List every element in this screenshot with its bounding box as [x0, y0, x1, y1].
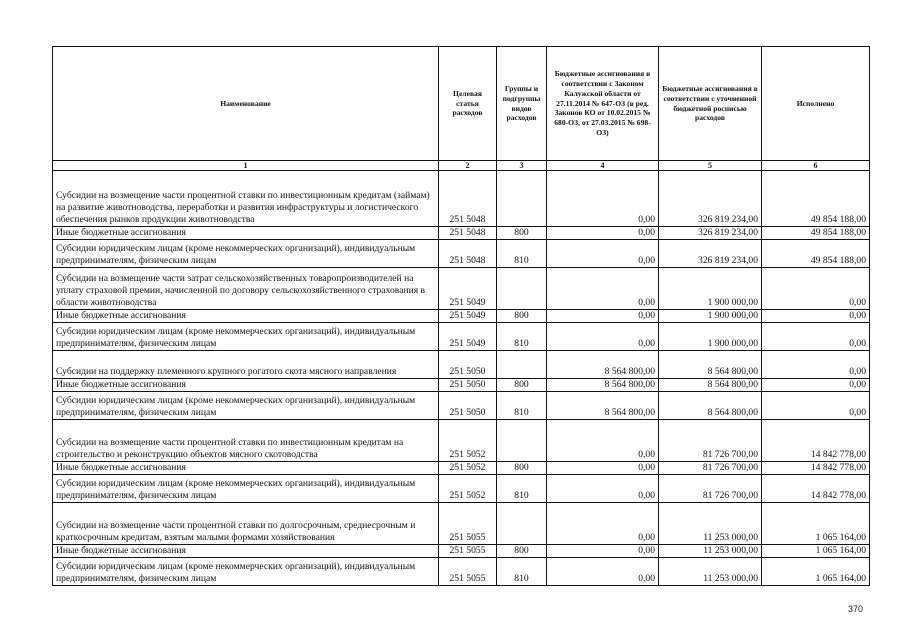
row-target-code: 251 5049	[439, 323, 497, 351]
row-plan-amount: 81 726 700,00	[659, 420, 762, 462]
budget-table	[52, 46, 870, 586]
header-expense-group: Группы и подгруппы видов расходов	[497, 47, 547, 161]
row-target-code: 251 5055	[439, 503, 497, 545]
row-target-code: 251 5052	[439, 475, 497, 503]
row-name: Субсидии на возмещение части процентной ставки по долгосрочным, среднесрочным и краткосрочным кредитам, взятым малыми формами хозяйствования	[53, 503, 439, 545]
row-target-code: 251 5052	[439, 462, 497, 475]
row-name: Иные бюджетные ассигнования	[53, 462, 439, 475]
row-group	[497, 171, 547, 227]
row-executed-amount: 49 854 188,00	[762, 227, 870, 240]
row-name: Иные бюджетные ассигнования	[53, 227, 439, 240]
row-law-amount: 0,00	[547, 240, 659, 268]
row-name: Субсидии юридическим лицам (кроме некоммерческих организаций), индивидуальным предпринимателям, физическим лицам	[53, 392, 439, 420]
row-name: Субсидии юридическим лицам (кроме некоммерческих организаций), индивидуальным предпринимателям, физическим лицам	[53, 558, 439, 586]
row-group: 800	[497, 310, 547, 323]
row-law-amount: 0,00	[547, 545, 659, 558]
col-number: 6	[762, 161, 870, 171]
row-executed-amount: 14 842 778,00	[762, 420, 870, 462]
header-budget-schedule: Бюджетные ассигнования в соответствии с уточненной бюджетной росписью расходов	[659, 47, 762, 161]
col-number: 4	[547, 161, 659, 171]
table-row	[53, 475, 870, 503]
table-row	[53, 351, 870, 379]
row-executed-amount: 1 065 164,00	[762, 558, 870, 586]
row-target-code: 251 5052	[439, 420, 497, 462]
row-group: 810	[497, 240, 547, 268]
col-number: 3	[497, 161, 547, 171]
row-group: 810	[497, 323, 547, 351]
col-number: 5	[659, 161, 762, 171]
table-row	[53, 310, 870, 323]
table-row	[53, 227, 870, 240]
row-law-amount: 0,00	[547, 462, 659, 475]
row-group: 800	[497, 545, 547, 558]
row-target-code: 251 5049	[439, 310, 497, 323]
table-row	[53, 558, 870, 586]
row-name: Субсидии на возмещение части затрат сельскохозяйственных товаропроизводителей на уплату страховой премии, начисленной по договору сельскохозяйственного страхования в области животноводства	[53, 268, 439, 310]
row-target-code: 251 5048	[439, 240, 497, 268]
row-law-amount: 0,00	[547, 503, 659, 545]
table-row	[53, 240, 870, 268]
row-executed-amount: 0,00	[762, 310, 870, 323]
row-executed-amount: 0,00	[762, 392, 870, 420]
row-law-amount: 0,00	[547, 558, 659, 586]
row-executed-amount: 14 842 778,00	[762, 462, 870, 475]
table-row	[53, 323, 870, 351]
row-law-amount: 8 564 800,00	[547, 392, 659, 420]
table-row	[53, 462, 870, 475]
row-name: Иные бюджетные ассигнования	[53, 310, 439, 323]
row-group	[497, 503, 547, 545]
row-name: Субсидии юридическим лицам (кроме некоммерческих организаций), индивидуальным предпринимателям, физическим лицам	[53, 240, 439, 268]
row-law-amount: 0,00	[547, 475, 659, 503]
row-law-amount: 8 564 800,00	[547, 351, 659, 379]
row-plan-amount: 81 726 700,00	[659, 462, 762, 475]
row-law-amount: 0,00	[547, 323, 659, 351]
table-row	[53, 379, 870, 392]
row-executed-amount: 1 065 164,00	[762, 503, 870, 545]
row-law-amount: 0,00	[547, 171, 659, 227]
row-plan-amount: 81 726 700,00	[659, 475, 762, 503]
row-executed-amount: 0,00	[762, 379, 870, 392]
row-law-amount: 0,00	[547, 268, 659, 310]
row-group	[497, 268, 547, 310]
row-plan-amount: 326 819 234,00	[659, 240, 762, 268]
col-number: 1	[53, 161, 439, 171]
row-name: Иные бюджетные ассигнования	[53, 545, 439, 558]
page-number: 370	[848, 604, 864, 614]
header-executed: Исполнено	[762, 47, 870, 161]
row-target-code: 251 5048	[439, 171, 497, 227]
row-plan-amount: 11 253 000,00	[659, 558, 762, 586]
row-executed-amount: 1 065 164,00	[762, 545, 870, 558]
row-law-amount: 0,00	[547, 310, 659, 323]
row-name: Иные бюджетные ассигнования	[53, 379, 439, 392]
row-executed-amount: 14 842 778,00	[762, 475, 870, 503]
row-name: Субсидии на поддержку племенного крупного рогатого скота мясного направления	[53, 351, 439, 379]
row-plan-amount: 8 564 800,00	[659, 392, 762, 420]
row-plan-amount: 1 900 000,00	[659, 310, 762, 323]
row-plan-amount: 11 253 000,00	[659, 503, 762, 545]
row-plan-amount: 11 253 000,00	[659, 545, 762, 558]
row-plan-amount: 8 564 800,00	[659, 351, 762, 379]
row-group	[497, 420, 547, 462]
row-plan-amount: 1 900 000,00	[659, 268, 762, 310]
row-executed-amount: 49 854 188,00	[762, 171, 870, 227]
table-row	[53, 171, 870, 227]
row-law-amount: 0,00	[547, 227, 659, 240]
row-target-code: 251 5050	[439, 351, 497, 379]
row-target-code: 251 5055	[439, 545, 497, 558]
row-name: Субсидии на возмещение части процентной ставки по инвестиционным кредитам на строительство и реконструкцию объектов мясного скотоводства	[53, 420, 439, 462]
row-group: 810	[497, 392, 547, 420]
row-executed-amount: 0,00	[762, 268, 870, 310]
table-row	[53, 545, 870, 558]
row-plan-amount: 1 900 000,00	[659, 323, 762, 351]
row-target-code: 251 5049	[439, 268, 497, 310]
row-group: 800	[497, 462, 547, 475]
row-group: 800	[497, 379, 547, 392]
row-group: 810	[497, 558, 547, 586]
row-plan-amount: 326 819 234,00	[659, 227, 762, 240]
header-name: Наименование	[53, 47, 439, 161]
table-row	[53, 503, 870, 545]
row-law-amount: 0,00	[547, 420, 659, 462]
row-executed-amount: 0,00	[762, 351, 870, 379]
row-law-amount: 8 564 800,00	[547, 379, 659, 392]
row-plan-amount: 8 564 800,00	[659, 379, 762, 392]
row-name: Субсидии юридическим лицам (кроме некоммерческих организаций), индивидуальным предпринимателям, физическим лицам	[53, 323, 439, 351]
table-row	[53, 392, 870, 420]
row-target-code: 251 5050	[439, 379, 497, 392]
row-name: Субсидии юридическим лицам (кроме некоммерческих организаций), индивидуальным предпринимателям, физическим лицам	[53, 475, 439, 503]
header-target-article: Целевая статья расходов	[439, 47, 497, 161]
col-number: 2	[439, 161, 497, 171]
table-row	[53, 420, 870, 462]
row-group: 810	[497, 475, 547, 503]
row-group	[497, 351, 547, 379]
row-executed-amount: 0,00	[762, 323, 870, 351]
row-executed-amount: 49 854 188,00	[762, 240, 870, 268]
row-target-code: 251 5048	[439, 227, 497, 240]
header-law-appropriations: Бюджетные ассигнования в соответствии с Законом Калужской области от 27.11.2014 № 647-ОЗ (в ред. Законов КО от 10.02.2015 № 680-ОЗ, от 27.03.2015 № 698-ОЗ)	[547, 47, 659, 161]
row-target-code: 251 5055	[439, 558, 497, 586]
row-name: Субсидии на возмещение части процентной ставки по инвестиционным кредитам (займам) на развитие животноводства, переработки и развития инфраструктуры и логистического обеспечения рынков продукции животноводства	[53, 171, 439, 227]
row-group: 800	[497, 227, 547, 240]
row-target-code: 251 5050	[439, 392, 497, 420]
table-row	[53, 268, 870, 310]
row-plan-amount: 326 819 234,00	[659, 171, 762, 227]
